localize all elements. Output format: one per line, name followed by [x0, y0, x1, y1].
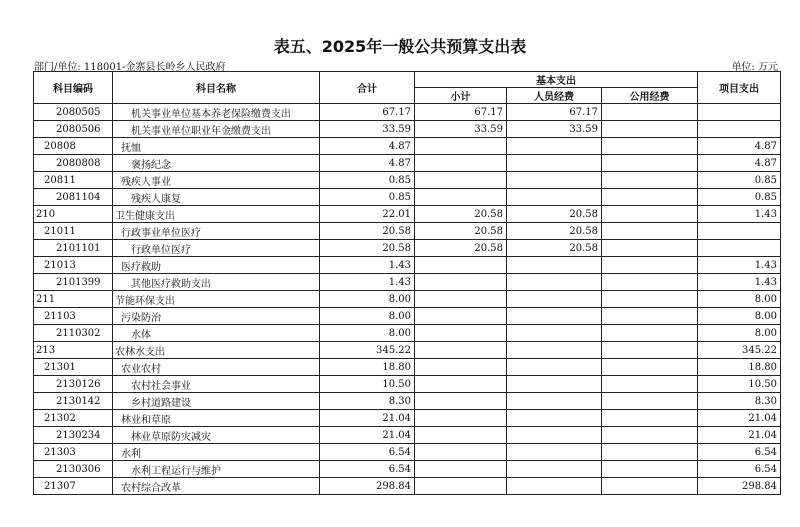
project-cell: 0.85 [698, 189, 781, 206]
code-cell: 20808 [34, 138, 113, 155]
table-row [34, 121, 781, 138]
personnel-cell [507, 461, 602, 478]
public-cell [602, 240, 698, 257]
public-cell [602, 121, 698, 138]
public-cell [602, 155, 698, 172]
name-cell: 乡村道路建设 [113, 393, 320, 410]
subtotal-cell [415, 461, 507, 478]
table-row [34, 410, 781, 427]
project-cell: 8.00 [698, 308, 781, 325]
subtotal-cell [415, 155, 507, 172]
subtotal-cell [415, 444, 507, 461]
name-cell: 林业和草原 [113, 410, 320, 427]
personnel-cell [507, 359, 602, 376]
personnel-cell: 67.17 [507, 104, 602, 121]
personnel-cell [507, 172, 602, 189]
total-cell: 67.17 [320, 104, 415, 121]
subtotal-cell: 67.17 [415, 104, 507, 121]
name-cell: 水利工程运行与维护 [113, 461, 320, 478]
total-cell: 10.50 [320, 376, 415, 393]
total-cell: 6.54 [320, 461, 415, 478]
name-cell: 行政单位医疗 [113, 240, 320, 257]
total-cell: 33.59 [320, 121, 415, 138]
total-cell: 4.87 [320, 138, 415, 155]
subtotal-cell [415, 342, 507, 359]
code-cell: 20811 [34, 172, 113, 189]
project-cell: 298.84 [698, 478, 781, 495]
project-cell: 6.54 [698, 461, 781, 478]
personnel-cell [507, 308, 602, 325]
subtotal-cell [415, 257, 507, 274]
table-row [34, 138, 781, 155]
name-cell: 农业农村 [113, 359, 320, 376]
table-row [34, 240, 781, 257]
name-cell: 节能环保支出 [113, 291, 320, 308]
public-cell [602, 257, 698, 274]
table-row [34, 104, 781, 121]
public-cell [602, 172, 698, 189]
personnel-cell [507, 393, 602, 410]
table-row [34, 427, 781, 444]
subtotal-cell [415, 308, 507, 325]
subtotal-cell: 20.58 [415, 240, 507, 257]
header-name: 科目名称 [113, 72, 320, 104]
total-cell: 1.43 [320, 257, 415, 274]
total-cell: 21.04 [320, 427, 415, 444]
header-public: 公用经费 [602, 88, 698, 104]
code-cell: 2101101 [34, 240, 113, 257]
personnel-cell [507, 257, 602, 274]
project-cell: 8.00 [698, 325, 781, 342]
subtotal-cell [415, 410, 507, 427]
project-cell [698, 121, 781, 138]
table-row [34, 376, 781, 393]
subtotal-cell [415, 325, 507, 342]
header-subtotal: 小计 [415, 88, 507, 104]
personnel-cell [507, 189, 602, 206]
subtotal-cell [415, 138, 507, 155]
name-cell: 机关事业单位基本养老保险缴费支出 [113, 104, 320, 121]
public-cell [602, 427, 698, 444]
public-cell [602, 308, 698, 325]
total-cell: 8.30 [320, 393, 415, 410]
subtotal-cell: 20.58 [415, 206, 507, 223]
header-basic: 基本支出 [415, 72, 698, 88]
table-row [34, 393, 781, 410]
project-cell: 8.30 [698, 393, 781, 410]
code-cell: 2130234 [34, 427, 113, 444]
code-cell: 2130126 [34, 376, 113, 393]
subtotal-cell [415, 274, 507, 291]
table-row [34, 444, 781, 461]
total-cell: 6.54 [320, 444, 415, 461]
total-cell: 298.84 [320, 478, 415, 495]
name-cell: 医疗救助 [113, 257, 320, 274]
table-row [34, 478, 781, 495]
total-cell: 1.43 [320, 274, 415, 291]
name-cell: 残疾人事业 [113, 172, 320, 189]
public-cell [602, 444, 698, 461]
table-row [34, 206, 781, 223]
public-cell [602, 189, 698, 206]
public-cell [602, 461, 698, 478]
subtotal-cell [415, 478, 507, 495]
personnel-cell [507, 138, 602, 155]
subtotal-cell [415, 172, 507, 189]
name-cell: 农村综合改革 [113, 478, 320, 495]
project-cell: 4.87 [698, 138, 781, 155]
personnel-cell [507, 155, 602, 172]
table-row [34, 155, 781, 172]
public-cell [602, 223, 698, 240]
code-cell: 21303 [34, 444, 113, 461]
subtotal-cell [415, 291, 507, 308]
project-cell [698, 104, 781, 121]
total-cell: 4.87 [320, 155, 415, 172]
total-cell: 345.22 [320, 342, 415, 359]
project-cell: 0.85 [698, 172, 781, 189]
public-cell [602, 206, 698, 223]
page-title: 表五、2025年一般公共预算支出表 [273, 37, 527, 56]
personnel-cell [507, 274, 602, 291]
code-cell: 2081104 [34, 189, 113, 206]
personnel-cell [507, 325, 602, 342]
table-row [34, 325, 781, 342]
total-cell: 8.00 [320, 308, 415, 325]
public-cell [602, 478, 698, 495]
subtotal-cell: 20.58 [415, 223, 507, 240]
total-cell: 8.00 [320, 325, 415, 342]
table-row [34, 223, 781, 240]
name-cell: 行政事业单位医疗 [113, 223, 320, 240]
project-cell [698, 223, 781, 240]
name-cell: 抚恤 [113, 138, 320, 155]
project-cell: 1.43 [698, 257, 781, 274]
code-cell: 2130142 [34, 393, 113, 410]
budget-table [33, 71, 781, 495]
project-cell: 18.80 [698, 359, 781, 376]
name-cell: 林业草原防灾减灾 [113, 427, 320, 444]
table-row [34, 359, 781, 376]
header-personnel: 人员经费 [507, 88, 602, 104]
header-total: 合计 [320, 72, 415, 104]
subtotal-cell [415, 376, 507, 393]
personnel-cell [507, 427, 602, 444]
name-cell: 褒扬纪念 [113, 155, 320, 172]
project-cell: 1.43 [698, 274, 781, 291]
public-cell [602, 342, 698, 359]
name-cell: 卫生健康支出 [113, 206, 320, 223]
public-cell [602, 410, 698, 427]
name-cell: 污染防治 [113, 308, 320, 325]
code-cell: 21011 [34, 223, 113, 240]
unit-label: 单位: 万元 [731, 62, 778, 73]
project-cell: 345.22 [698, 342, 781, 359]
name-cell: 机关事业单位职业年金缴费支出 [113, 121, 320, 138]
project-cell: 1.43 [698, 206, 781, 223]
name-cell: 农林水支出 [113, 342, 320, 359]
code-cell: 21302 [34, 410, 113, 427]
project-cell: 21.04 [698, 410, 781, 427]
total-cell: 20.58 [320, 240, 415, 257]
code-cell: 2080808 [34, 155, 113, 172]
code-cell: 2110302 [34, 325, 113, 342]
table-row [34, 461, 781, 478]
table-row [34, 189, 781, 206]
total-cell: 18.80 [320, 359, 415, 376]
public-cell [602, 291, 698, 308]
total-cell: 20.58 [320, 223, 415, 240]
project-cell: 6.54 [698, 444, 781, 461]
public-cell [602, 274, 698, 291]
code-cell: 2101399 [34, 274, 113, 291]
personnel-cell: 20.58 [507, 206, 602, 223]
subtotal-cell [415, 359, 507, 376]
department-label: 部门/单位: 118001-金寨县长岭乡人民政府 [34, 62, 226, 73]
total-cell: 22.01 [320, 206, 415, 223]
project-cell: 10.50 [698, 376, 781, 393]
code-cell: 21301 [34, 359, 113, 376]
personnel-cell [507, 410, 602, 427]
code-cell: 211 [34, 291, 113, 308]
total-cell: 0.85 [320, 189, 415, 206]
subtotal-cell [415, 427, 507, 444]
table-body [34, 104, 781, 495]
public-cell [602, 376, 698, 393]
name-cell: 农村社会事业 [113, 376, 320, 393]
code-cell: 210 [34, 206, 113, 223]
public-cell [602, 138, 698, 155]
personnel-cell [507, 478, 602, 495]
name-cell: 残疾人康复 [113, 189, 320, 206]
code-cell: 2130306 [34, 461, 113, 478]
code-cell: 2080505 [34, 104, 113, 121]
name-cell: 其他医疗救助支出 [113, 274, 320, 291]
personnel-cell [507, 444, 602, 461]
code-cell: 2080506 [34, 121, 113, 138]
code-cell: 21103 [34, 308, 113, 325]
code-cell: 21307 [34, 478, 113, 495]
table-row [34, 274, 781, 291]
table-row [34, 308, 781, 325]
table-row [34, 172, 781, 189]
subtotal-cell [415, 393, 507, 410]
public-cell [602, 325, 698, 342]
code-cell: 21013 [34, 257, 113, 274]
personnel-cell: 33.59 [507, 121, 602, 138]
total-cell: 21.04 [320, 410, 415, 427]
personnel-cell [507, 376, 602, 393]
table-row [34, 291, 781, 308]
project-cell: 8.00 [698, 291, 781, 308]
project-cell: 21.04 [698, 427, 781, 444]
personnel-cell [507, 342, 602, 359]
total-cell: 0.85 [320, 172, 415, 189]
code-cell: 213 [34, 342, 113, 359]
table-row [34, 257, 781, 274]
project-cell: 4.87 [698, 155, 781, 172]
name-cell: 水体 [113, 325, 320, 342]
personnel-cell [507, 291, 602, 308]
header-project: 项目支出 [698, 72, 781, 104]
public-cell [602, 359, 698, 376]
name-cell: 水利 [113, 444, 320, 461]
project-cell [698, 240, 781, 257]
public-cell [602, 393, 698, 410]
subtotal-cell [415, 189, 507, 206]
header-code: 科目编码 [34, 72, 113, 104]
table-row [34, 342, 781, 359]
total-cell: 8.00 [320, 291, 415, 308]
personnel-cell: 20.58 [507, 240, 602, 257]
personnel-cell: 20.58 [507, 223, 602, 240]
subtotal-cell: 33.59 [415, 121, 507, 138]
public-cell [602, 104, 698, 121]
